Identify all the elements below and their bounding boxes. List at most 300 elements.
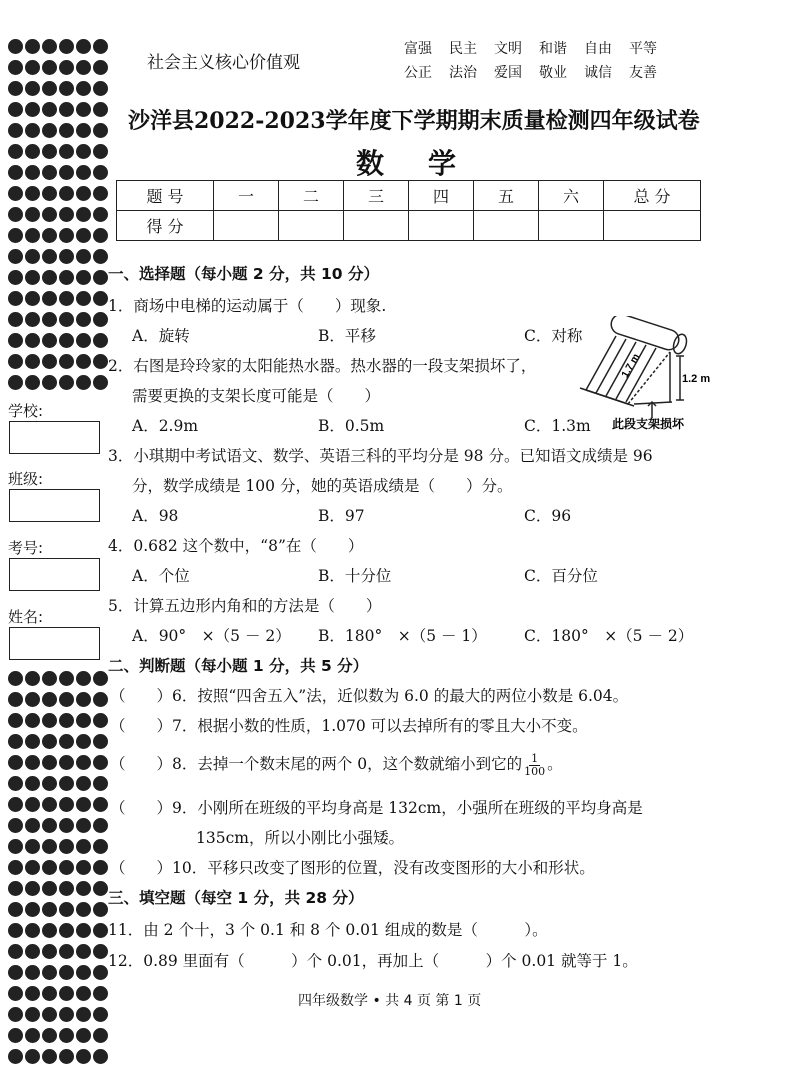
binding-dot	[8, 776, 23, 791]
binding-dot	[93, 986, 108, 1001]
binding-dot	[93, 165, 108, 180]
binding-dot	[76, 165, 91, 180]
q3-option-c: C．96	[524, 507, 572, 525]
binding-dots-top	[8, 36, 109, 393]
binding-dot	[59, 671, 74, 686]
q2-option-a: A．2.9m	[132, 417, 199, 435]
binding-dot	[42, 965, 57, 980]
binding-dot	[59, 60, 74, 75]
binding-dot	[93, 207, 108, 222]
binding-dot	[76, 354, 91, 369]
dot-row	[8, 57, 109, 78]
value-item: 自由	[584, 41, 612, 57]
question-5: 5．计算五边形内角和的方法是（ ）	[108, 597, 382, 615]
question-2-line1: 2．右图是玲玲家的太阳能热水器。热水器的一段支架损坏了，	[108, 357, 537, 375]
binding-dot	[59, 144, 74, 159]
binding-dot	[42, 818, 57, 833]
binding-dot	[42, 671, 57, 686]
dot-row	[8, 857, 109, 878]
binding-dot	[42, 902, 57, 917]
binding-dot	[25, 797, 40, 812]
section2-heading: 二、判断题（每小题 1 分，共 5 分）	[108, 657, 369, 675]
core-values	[404, 38, 674, 82]
q3-option-b: B．97	[318, 507, 365, 525]
dot-row	[8, 141, 109, 162]
binding-dot	[76, 1049, 91, 1064]
binding-dot	[76, 734, 91, 749]
binding-dot	[25, 839, 40, 854]
question-6: （ ）6．按照“四舍五入”法，近似数为 6.0 的最大的两位小数是 6.04。	[110, 687, 629, 705]
dot-row	[8, 1025, 109, 1046]
binding-dot	[59, 797, 74, 812]
score-cell[interactable]	[474, 211, 539, 241]
binding-dot	[76, 881, 91, 896]
fraction	[524, 753, 545, 778]
binding-dot	[76, 965, 91, 980]
binding-dot	[93, 734, 108, 749]
binding-dot	[8, 986, 23, 1001]
binding-dot	[59, 839, 74, 854]
binding-dot	[59, 228, 74, 243]
binding-dot	[59, 713, 74, 728]
binding-dot	[93, 228, 108, 243]
subject-title: 数学	[356, 147, 501, 180]
q5-option-b: B．180° ×（5 － 1）	[318, 627, 487, 645]
value-item: 公正	[404, 65, 432, 81]
dot-row	[8, 983, 109, 1004]
binding-dot	[93, 81, 108, 96]
binding-dot	[59, 923, 74, 938]
value-item: 爱国	[494, 65, 522, 81]
binding-dot	[25, 1049, 40, 1064]
binding-dot	[93, 692, 108, 707]
dot-row	[8, 36, 109, 57]
dot-row	[8, 899, 109, 920]
binding-dot	[76, 270, 91, 285]
score-cell[interactable]	[409, 211, 474, 241]
question-10: （ ）10．平移只改变了图形的位置，没有改变图形的大小和形状。	[110, 859, 595, 877]
dot-row	[8, 815, 109, 836]
score-header-cell: 总 分	[604, 181, 701, 211]
binding-dot	[42, 39, 57, 54]
binding-dot	[25, 902, 40, 917]
binding-dot	[42, 207, 57, 222]
question-7: （ ）7．根据小数的性质，1.070 可以去掉所有的零且大小不变。	[110, 717, 588, 735]
binding-dot	[76, 291, 91, 306]
binding-dot	[76, 986, 91, 1001]
score-cell[interactable]	[604, 211, 701, 241]
dot-row	[8, 1004, 109, 1025]
binding-dot	[8, 228, 23, 243]
binding-dot	[76, 923, 91, 938]
binding-dot	[93, 839, 108, 854]
binding-dot	[25, 228, 40, 243]
value-item: 和谐	[539, 41, 567, 57]
binding-dot	[76, 797, 91, 812]
dot-row	[8, 204, 109, 225]
class-label: 班级:	[8, 470, 44, 488]
binding-dot	[8, 860, 23, 875]
dot-row	[8, 836, 109, 857]
binding-dot	[42, 144, 57, 159]
binding-dot	[25, 81, 40, 96]
section1-heading: 一、选择题（每小题 2 分，共 10 分）	[108, 265, 379, 283]
binding-dot	[25, 375, 40, 390]
binding-dot	[8, 1007, 23, 1022]
class-field[interactable]	[9, 489, 100, 522]
binding-dot	[93, 291, 108, 306]
binding-dot	[42, 60, 57, 75]
binding-dot	[59, 1049, 74, 1064]
binding-dot	[25, 102, 40, 117]
figure-caption: 此段支架损坏	[612, 417, 685, 431]
solar-heater-figure	[576, 316, 716, 434]
school-field[interactable]	[9, 421, 100, 454]
slogan: 社会主义核心价值观	[147, 53, 300, 73]
binding-dot	[76, 755, 91, 770]
binding-dot	[42, 186, 57, 201]
dot-row	[8, 267, 109, 288]
q4-option-b: B．十分位	[318, 567, 392, 585]
q3-option-a: A．98	[132, 507, 179, 525]
binding-dot	[25, 965, 40, 980]
binding-dot	[8, 734, 23, 749]
section3-heading: 三、填空题（每空 1 分，共 28 分）	[108, 889, 364, 907]
binding-dot	[76, 776, 91, 791]
binding-dot	[59, 818, 74, 833]
binding-dot	[42, 81, 57, 96]
binding-dot	[8, 312, 23, 327]
binding-dot	[76, 902, 91, 917]
dot-row	[8, 752, 109, 773]
binding-dot	[59, 312, 74, 327]
value-item: 友善	[629, 65, 657, 81]
binding-dot	[8, 144, 23, 159]
binding-dot	[25, 249, 40, 264]
binding-dot	[93, 902, 108, 917]
binding-dot	[76, 123, 91, 138]
binding-dot	[59, 333, 74, 348]
binding-dot	[8, 249, 23, 264]
binding-dot	[25, 692, 40, 707]
binding-dot	[59, 207, 74, 222]
question-4: 4．0.682 这个数中，“8”在（ ）	[108, 537, 364, 555]
binding-dot	[76, 207, 91, 222]
binding-dot	[25, 144, 40, 159]
question-8-text: （ ）8．去掉一个数末尾的两个 0，这个数就缩小到它的	[110, 755, 523, 773]
q5-option-c: C．180° ×（5 － 2）	[524, 627, 694, 645]
binding-dot	[59, 692, 74, 707]
binding-dot	[25, 60, 40, 75]
binding-dot	[42, 692, 57, 707]
dot-row	[8, 773, 109, 794]
binding-dot	[25, 986, 40, 1001]
dot-row	[8, 689, 109, 710]
binding-dot	[59, 102, 74, 117]
binding-dot	[8, 671, 23, 686]
binding-dot	[25, 734, 40, 749]
dot-row	[8, 246, 109, 267]
score-header-cell: 三	[344, 181, 409, 211]
binding-dot	[25, 776, 40, 791]
binding-dot	[8, 270, 23, 285]
binding-dot	[25, 860, 40, 875]
binding-dot	[59, 165, 74, 180]
dot-row	[8, 710, 109, 731]
binding-dot	[42, 755, 57, 770]
fraction-numerator: 1	[531, 751, 539, 765]
binding-dot	[25, 291, 40, 306]
binding-dot	[42, 860, 57, 875]
binding-dot	[59, 755, 74, 770]
binding-dot	[42, 944, 57, 959]
binding-dot	[93, 965, 108, 980]
dot-row	[8, 351, 109, 372]
binding-dot	[25, 270, 40, 285]
binding-dot	[25, 1007, 40, 1022]
binding-dot	[76, 944, 91, 959]
value-item: 文明	[494, 41, 522, 57]
binding-dot	[8, 81, 23, 96]
score-header-cell: 二	[279, 181, 344, 211]
binding-dot	[76, 671, 91, 686]
binding-dot	[25, 944, 40, 959]
binding-dot	[42, 1028, 57, 1043]
score-header-cell: 五	[474, 181, 539, 211]
binding-dot	[76, 312, 91, 327]
binding-dot	[42, 354, 57, 369]
question-12: 12．0.89 里面有（ ）个 0.01，再加上（ ）个 0.01 就等于 1。	[108, 952, 638, 970]
binding-dot	[93, 354, 108, 369]
binding-dot	[93, 123, 108, 138]
dot-row	[8, 78, 109, 99]
length-label: 1.7 m	[619, 352, 643, 380]
binding-dot	[93, 186, 108, 201]
binding-dot	[25, 818, 40, 833]
binding-dot	[76, 1007, 91, 1022]
binding-dot	[25, 186, 40, 201]
question-2-line2: 需要更换的支架长度可能是（ ）	[132, 387, 381, 405]
binding-dot	[76, 102, 91, 117]
binding-dot	[8, 333, 23, 348]
binding-dot	[93, 755, 108, 770]
binding-dot	[8, 1028, 23, 1043]
binding-dot	[42, 333, 57, 348]
binding-dot	[59, 776, 74, 791]
question-9-line2: 135cm，所以小刚比小强矮。	[196, 829, 404, 847]
binding-dot	[42, 986, 57, 1001]
binding-dot	[8, 755, 23, 770]
page-footer: 四年级数学 • 共 4 页 第 1 页	[298, 993, 482, 1009]
dot-row	[8, 288, 109, 309]
binding-dot	[93, 270, 108, 285]
dot-row	[8, 1046, 109, 1067]
binding-dot	[93, 60, 108, 75]
name-field[interactable]	[9, 627, 100, 660]
binding-dot	[76, 839, 91, 854]
score-table	[116, 180, 701, 241]
binding-dot	[93, 881, 108, 896]
name-label: 姓名:	[8, 608, 44, 626]
binding-dot	[59, 81, 74, 96]
dot-row	[8, 668, 109, 689]
binding-dot	[8, 818, 23, 833]
value-item: 诚信	[584, 65, 612, 81]
binding-dot	[59, 986, 74, 1001]
binding-dot	[42, 291, 57, 306]
binding-dot	[42, 776, 57, 791]
binding-dot	[25, 755, 40, 770]
binding-dot	[42, 734, 57, 749]
binding-dot	[8, 102, 23, 117]
dot-row	[8, 731, 109, 752]
binding-dot	[93, 860, 108, 875]
exam-number-field[interactable]	[9, 558, 100, 591]
q2-option-b: B．0.5m	[318, 417, 385, 435]
binding-dots-bottom	[8, 668, 109, 1067]
binding-dot	[59, 734, 74, 749]
binding-dot	[8, 60, 23, 75]
binding-dot	[93, 671, 108, 686]
dot-row	[8, 162, 109, 183]
binding-dot	[93, 375, 108, 390]
binding-dot	[93, 923, 108, 938]
school-label: 学校:	[8, 402, 44, 420]
binding-dot	[8, 39, 23, 54]
score-cell[interactable]	[344, 211, 409, 241]
dot-row	[8, 794, 109, 815]
binding-dot	[76, 39, 91, 54]
question-3-line1: 3．小琪期中考试语文、数学、英语三科的平均分是 98 分。已知语文成绩是 96	[108, 447, 653, 465]
binding-dot	[76, 81, 91, 96]
binding-dot	[76, 713, 91, 728]
q1-option-c: C．对称	[524, 327, 583, 345]
binding-dot	[25, 39, 40, 54]
exam-title: 沙洋县2022-2023学年度下学期期末质量检测四年级试卷	[128, 108, 700, 134]
dot-row	[8, 99, 109, 120]
binding-dot	[93, 144, 108, 159]
binding-dot	[25, 713, 40, 728]
binding-dot	[59, 965, 74, 980]
binding-dot	[42, 839, 57, 854]
exam-number-label: 考号:	[8, 539, 44, 557]
dot-row	[8, 120, 109, 141]
height-label: 1.2 m	[682, 373, 711, 385]
binding-dot	[59, 39, 74, 54]
binding-dot	[25, 1028, 40, 1043]
fraction-denominator: 100	[524, 764, 546, 778]
binding-dot	[93, 39, 108, 54]
binding-dot	[59, 1007, 74, 1022]
dot-row	[8, 183, 109, 204]
binding-dot	[93, 818, 108, 833]
q4-option-c: C．百分位	[524, 567, 598, 585]
binding-dot	[25, 881, 40, 896]
binding-dot	[76, 818, 91, 833]
binding-dot	[8, 944, 23, 959]
binding-dot	[59, 375, 74, 390]
binding-dot	[8, 797, 23, 812]
binding-dot	[42, 165, 57, 180]
score-cell[interactable]	[214, 211, 279, 241]
binding-dot	[93, 249, 108, 264]
binding-dot	[8, 923, 23, 938]
score-cell[interactable]	[279, 211, 344, 241]
dot-row	[8, 941, 109, 962]
question-3-line2: 分，数学成绩是 100 分，她的英语成绩是（ ）分。	[132, 477, 513, 495]
dot-row	[8, 920, 109, 941]
binding-dot	[93, 312, 108, 327]
score-cell[interactable]	[539, 211, 604, 241]
binding-dot	[25, 165, 40, 180]
binding-dot	[59, 186, 74, 201]
binding-dot	[59, 291, 74, 306]
question-1: 1．商场中电梯的运动属于（ ）现象.	[108, 297, 387, 315]
binding-dot	[93, 102, 108, 117]
score-row-label: 得 分	[117, 211, 214, 241]
binding-dot	[8, 375, 23, 390]
binding-dot	[42, 1007, 57, 1022]
binding-dot	[42, 249, 57, 264]
binding-dot	[8, 354, 23, 369]
binding-dot	[42, 228, 57, 243]
q4-option-a: A．个位	[132, 567, 190, 585]
binding-dot	[25, 923, 40, 938]
binding-dot	[76, 60, 91, 75]
question-11: 11．由 2 个十，3 个 0.1 和 8 个 0.01 组成的数是（ ）。	[108, 921, 548, 939]
q1-option-b: B．平移	[318, 327, 376, 345]
binding-dot	[42, 797, 57, 812]
value-item: 敬业	[539, 65, 567, 81]
binding-dot	[76, 1028, 91, 1043]
dot-row	[8, 225, 109, 246]
binding-dot	[76, 144, 91, 159]
binding-dot	[42, 713, 57, 728]
value-item: 富强	[404, 41, 432, 57]
binding-dot	[59, 860, 74, 875]
binding-dot	[59, 881, 74, 896]
dot-row	[8, 372, 109, 393]
binding-dot	[76, 860, 91, 875]
dot-row	[8, 330, 109, 351]
binding-dot	[76, 692, 91, 707]
binding-dot	[59, 123, 74, 138]
binding-dot	[93, 1049, 108, 1064]
binding-dot	[59, 354, 74, 369]
score-header-cell: 六	[539, 181, 604, 211]
binding-dot	[8, 1049, 23, 1064]
binding-dot	[25, 312, 40, 327]
binding-dot	[76, 333, 91, 348]
binding-dot	[93, 944, 108, 959]
value-item: 平等	[629, 41, 657, 57]
value-item: 民主	[449, 41, 477, 57]
q1-option-a: A．旋转	[132, 327, 190, 345]
binding-dot	[42, 1049, 57, 1064]
binding-dot	[59, 944, 74, 959]
dot-row	[8, 309, 109, 330]
binding-dot	[8, 881, 23, 896]
binding-dot	[42, 270, 57, 285]
binding-dot	[8, 692, 23, 707]
binding-dot	[42, 923, 57, 938]
binding-dot	[8, 186, 23, 201]
binding-dot	[76, 228, 91, 243]
binding-dot	[93, 1007, 108, 1022]
binding-dot	[93, 333, 108, 348]
binding-dot	[25, 123, 40, 138]
dot-row	[8, 962, 109, 983]
